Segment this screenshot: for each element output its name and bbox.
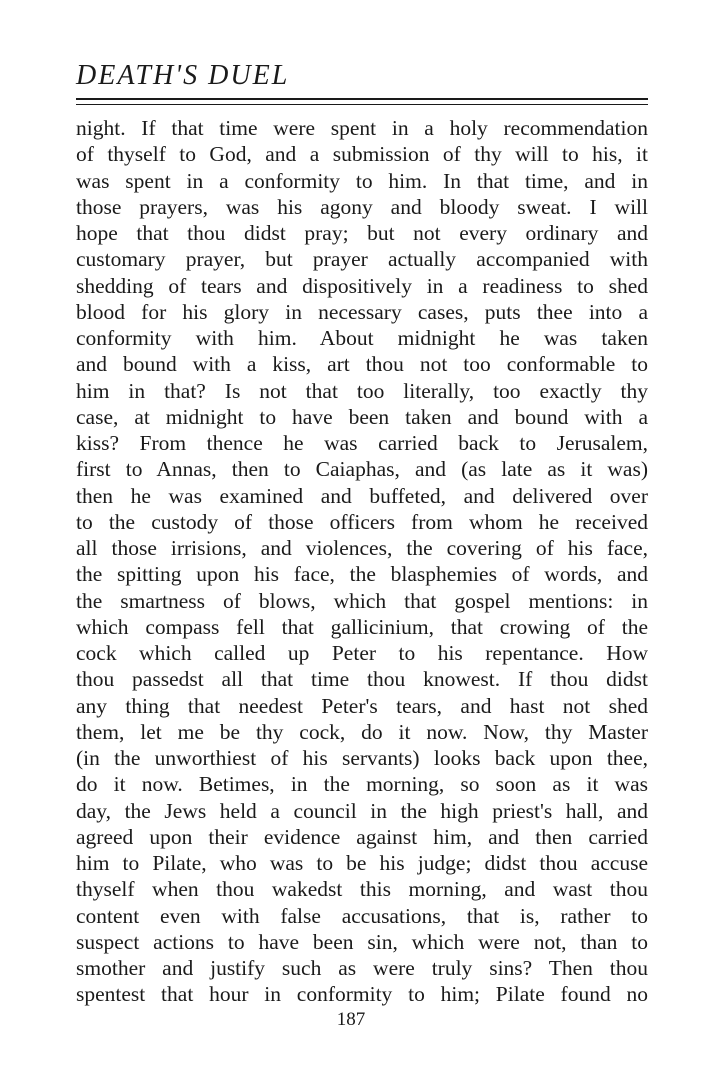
text-line: thyself when thou wakedst this morning, and wast thou [76,877,648,902]
text-line: to the custody of those officers from whom he received [76,509,648,534]
text-line: kiss? From thence he was carried back to Jerusalem, [76,431,648,455]
text-line: day, the Jews held a council in the high priest's hall, and [76,798,648,823]
text-line: thou passedst all that time thou knowest. If thou didst [76,667,648,692]
text-line: any thing that needest Peter's tears, and hast not shed [76,693,648,718]
text-line: conformity with him. About midnight he was taken [76,326,648,350]
text-line: spentest that hour in conformity to him; Pilate found no [76,982,648,1007]
text-line: first to Annas, then to Caiaphas, and (as late as it was) [76,457,648,482]
text-line: suspect actions to have been sin, which were not, than to [76,929,648,954]
text-line: (in the unworthiest of his servants) looks back upon thee, [76,746,648,770]
text-line: the smartness of blows, which that gospel mentions: in [76,588,648,613]
text-line: cock which called up Peter to his repentance. How [76,641,648,665]
text-line: the spitting upon his face, the blasphemies of words, and [76,562,648,587]
text-line: those prayers, was his agony and bloody sweat. I will [76,194,648,219]
text-line: was spent in a conformity to him. In that time, and in [76,168,648,193]
body-text [76,115,648,1008]
text-line: do it now. Betimes, in the morning, so soon as it was [76,772,648,797]
text-line: all those irrisions, and violences, the covering of his face, [76,536,648,560]
text-line: customary prayer, but prayer actually accompanied with [76,247,648,272]
text-line: blood for his glory in necessary cases, puts thee into a [76,299,648,324]
text-line: then he was examined and buffeted, and delivered over [76,483,648,508]
text-line: agreed upon their evidence against him, and then carried [76,824,648,849]
header-rule-thick [76,98,648,100]
text-line: of thyself to God, and a submission of thy will to his, it [76,142,648,167]
text-line: shedding of tears and dispositively in a readiness to shed [76,273,648,298]
text-line: which compass fell that gallicinium, that crowing of the [76,614,648,639]
text-line: case, at midnight to have been taken and bound with a [76,404,648,429]
text-line: smother and justify such as were truly sins? Then thou [76,956,648,980]
page-number: 187 [336,1009,366,1030]
text-line: hope that thou didst pray; but not every ordinary and [76,221,648,245]
text-line: content even with false accusations, that is, rather to [76,903,648,928]
text-line: and bound with a kiss, art thou not too conformable to [76,352,648,377]
text-line: night. If that time were spent in a holy recommendation [76,116,648,140]
text-line: them, let me be thy cock, do it now. Now, thy Master [76,719,648,744]
running-title: DEATH'S DUEL [76,60,290,91]
text-line: him in that? Is not that too literally, too exactly thy [76,378,648,403]
header-rule-thin [76,104,648,105]
text-line: him to Pilate, who was to be his judge; didst thou accuse [76,851,648,875]
